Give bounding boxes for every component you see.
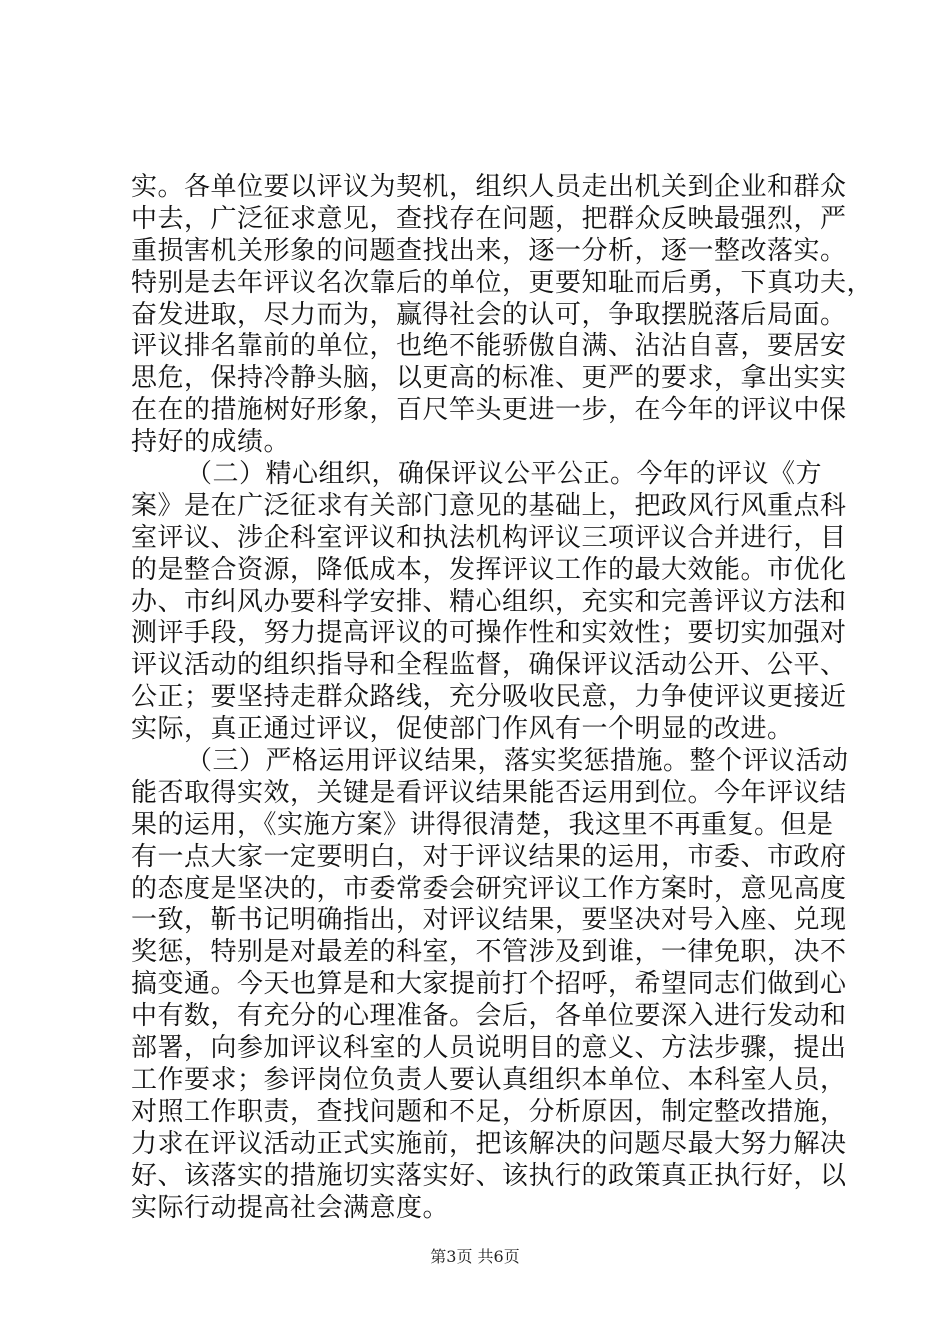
text-line: 对照工作职责，查找问题和不足，分析原因，制定整改措施， — [131, 1096, 847, 1127]
text-line: 有一点大家一定要明白，对于评议结果的运用，市委、市政府 — [131, 841, 847, 872]
text-line: 重损害机关形象的问题查找出来，逐一分析，逐一整改落实。 — [131, 235, 847, 266]
body-text — [131, 172, 874, 1224]
text-line: 室评议、涉企科室评议和执法机构评议三项评议合并进行，目 — [131, 522, 847, 553]
section-heading-line: （三）严格运用评议结果，落实奖惩措施。整个评议活动 — [186, 746, 849, 777]
text-line: 果的运用，《实施方案》讲得很清楚，我这里不再重复。但是 — [131, 809, 834, 840]
text-line: 奋发进取，尽力而为，赢得社会的认可，争取摆脱落后局面。 — [131, 299, 847, 330]
page-number-footer: 第3页 共6页 — [430, 1247, 520, 1266]
text-line: 测评手段，努力提高评议的可操作性和实效性；要切实加强对 — [131, 618, 847, 649]
text-line: 实际，真正通过评议，促使部门作风有一个明显的改进。 — [131, 714, 794, 745]
text-line: 一致，靳书记明确指出，对评议结果，要坚决对号入座、兑现 — [131, 905, 847, 936]
text-line: 好、该落实的措施切实落实好、该执行的政策真正执行好，以 — [131, 1160, 847, 1191]
text-line: 能否取得实效，关键是看评议结果能否运用到位。今年评议结 — [131, 777, 847, 808]
text-line: 力求在评议活动正式实施前，把该解决的问题尽最大努力解决 — [131, 1128, 847, 1159]
text-line: 在在的措施树好形象，百尺竿头更进一步，在今年的评议中保 — [131, 395, 847, 426]
text-line: 中有数，有充分的心理准备。会后，各单位要深入进行发动和 — [131, 1001, 847, 1032]
text-line: 特别是去年评议名次靠后的单位，更要知耻而后勇，下真功夫， — [131, 267, 874, 298]
text-line: 持好的成绩。 — [131, 427, 291, 458]
text-line: 实际行动提高社会满意度。 — [131, 1192, 450, 1223]
text-line: 的是整合资源，降低成本，发挥评议工作的最大效能。市优化 — [131, 554, 847, 585]
text-line: 中去，广泛征求意见，查找存在问题，把群众反映最强烈，严 — [131, 203, 847, 234]
text-line: 公正；要坚持走群众路线，充分吸收民意，力争使评议更接近 — [131, 682, 847, 713]
text-line: 评议活动的组织指导和全程监督，确保评议活动公开、公平、 — [131, 650, 847, 681]
text-line: 办、市纠风办要科学安排、精心组织，充实和完善评议方法和 — [131, 586, 847, 617]
text-line: 奖惩，特别是对最差的科室，不管涉及到谁，一律免职，决不 — [131, 937, 847, 968]
text-line: 部署，向参加评议科室的人员说明目的意义、方法步骤，提出 — [131, 1033, 847, 1064]
section-heading-line: （二）精心组织，确保评议公平公正。今年的评议《方 — [186, 459, 823, 490]
text-line: 搞变通。今天也算是和大家提前打个招呼，希望同志们做到心 — [131, 969, 847, 1000]
text-line: 工作要求；参评岗位负责人要认真组织本单位、本科室人员， — [131, 1064, 847, 1095]
text-line: 的态度是坚决的，市委常委会研究评议工作方案时，意见高度 — [131, 873, 847, 904]
text-line: 实。各单位要以评议为契机，组织人员走出机关到企业和群众 — [131, 172, 847, 202]
text-line: 评议排名靠前的单位，也绝不能骄傲自满、沾沾自喜，要居安 — [131, 331, 847, 362]
text-line: 案》是在广泛征求有关部门意见的基础上，把政风行风重点科 — [131, 490, 847, 521]
text-line: 思危，保持冷静头脑，以更高的标准、更严的要求，拿出实实 — [131, 363, 847, 394]
